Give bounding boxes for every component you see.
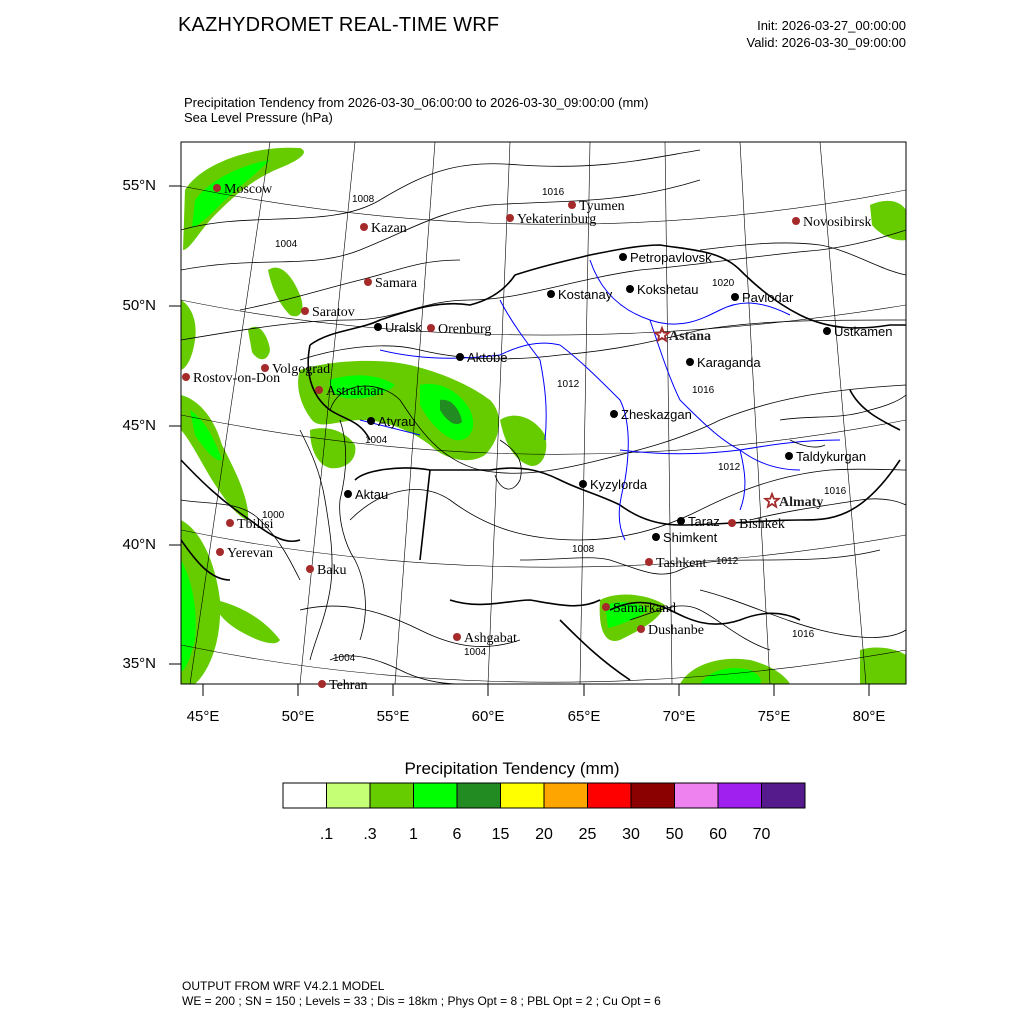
city-zheskazgan — [610, 407, 692, 422]
city-novosibirsk — [792, 215, 871, 230]
city-dot-icon — [626, 285, 634, 293]
colorbar-label: 6 — [452, 826, 462, 843]
valid-time: Valid: 2026-03-30_09:00:00 — [746, 35, 906, 50]
city-karaganda — [686, 355, 761, 370]
precip-area-far-east — [860, 648, 906, 684]
model-info-line: OUTPUT FROM WRF V4.2.1 MODEL — [182, 979, 385, 993]
isobar-label: 1016 — [692, 385, 715, 396]
city-label: Dushanbe — [648, 623, 704, 638]
city-label: Aktobe — [467, 350, 508, 365]
city-dot-icon — [823, 327, 831, 335]
isobar-label: 1020 — [712, 278, 735, 289]
colorbar-swatch — [631, 783, 675, 808]
city-dot-icon — [226, 519, 234, 527]
isobar-label: 1008 — [352, 194, 375, 205]
colorbar-swatch — [414, 783, 458, 808]
colorbar-swatch — [457, 783, 501, 808]
colorbar-swatch — [370, 783, 414, 808]
city-samarkand — [602, 601, 676, 616]
city-astrakhan — [315, 384, 384, 399]
city-petropavlovsk — [619, 250, 712, 265]
city-dot-icon — [579, 480, 587, 488]
city-label: Almaty — [779, 495, 824, 510]
city-label: Samarkand — [613, 601, 676, 616]
city-dot-icon — [344, 490, 352, 498]
city-dot-icon — [731, 293, 739, 301]
city-label: Atyrau — [378, 414, 416, 429]
colorbar-label: .3 — [363, 826, 377, 843]
isobar-label: 1016 — [792, 629, 815, 640]
city-label: Yerevan — [227, 546, 274, 561]
field-subtitle-pressure: Sea Level Pressure (hPa) — [184, 110, 333, 125]
city-label: Rostov-on-Don — [193, 371, 281, 386]
colorbar-label: 20 — [535, 826, 553, 843]
city-label: Bishkek — [739, 517, 785, 532]
colorbar-swatch — [544, 783, 588, 808]
model-settings-line: WE = 200 ; SN = 150 ; Levels = 33 ; Dis = 18km ; Phys Opt = 8 ; PBL Opt = 2 ; Cu Opt = 6 — [182, 994, 661, 1008]
city-dot-icon — [602, 603, 610, 611]
city-dot-icon — [619, 253, 627, 261]
city-dot-icon — [360, 223, 368, 231]
city-rostov-on-don — [182, 371, 280, 386]
city-dot-icon — [213, 184, 221, 192]
colorbar-label: 50 — [665, 826, 684, 843]
colorbar-label: 25 — [578, 826, 597, 843]
city-dot-icon — [453, 633, 461, 641]
isobar-label: 1016 — [824, 486, 847, 497]
city-label: Zheskazgan — [621, 407, 692, 422]
city-dot-icon — [427, 324, 435, 332]
city-label: Astana — [669, 329, 712, 344]
city-dot-icon — [610, 410, 618, 418]
city-label: Ashgabat — [464, 631, 517, 646]
lat-tick-label: 50°N — [122, 297, 156, 314]
city-dot-icon — [306, 565, 314, 573]
city-label: Uralsk — [385, 320, 422, 335]
lon-tick-label: 65°E — [567, 708, 601, 725]
colorbar-label: 60 — [709, 826, 727, 843]
isobar-label: 1004 — [333, 653, 356, 664]
city-dot-icon — [547, 290, 555, 298]
city-label: Tyumen — [579, 199, 625, 214]
lon-tick-label: 45°E — [186, 708, 220, 725]
city-label: Kazan — [371, 221, 407, 236]
lon-tick-label: 75°E — [757, 708, 791, 725]
city-label: Pavlodar — [742, 290, 794, 305]
city-yekaterinburg — [506, 212, 596, 227]
lat-tick-label: 45°N — [122, 417, 156, 434]
city-label: Saratov — [312, 305, 355, 320]
city-dot-icon — [568, 201, 576, 209]
city-label: Baku — [317, 563, 347, 578]
colorbar-swatch — [675, 783, 719, 808]
lon-tick-label: 55°E — [376, 708, 410, 725]
city-label: Tbilisi — [237, 517, 274, 532]
isobar-label: 1004 — [275, 239, 298, 250]
city-dot-icon — [318, 680, 326, 688]
colorbar-swatch — [762, 783, 806, 808]
colorbar-title: Precipitation Tendency (mm) — [404, 759, 620, 778]
isobar-label: 1012 — [716, 556, 739, 567]
city-label: Ustkamen — [834, 324, 893, 339]
field-subtitle-precip: Precipitation Tendency from 2026-03-30_06:00:00 to 2026-03-30_09:00:00 (mm) — [184, 95, 649, 110]
city-dot-icon — [374, 323, 382, 331]
city-dot-icon — [216, 548, 224, 556]
city-label: Kyzylorda — [590, 477, 648, 492]
city-label: Yekaterinburg — [517, 212, 597, 227]
city-ustkamen — [823, 324, 893, 339]
city-label: Taldykurgan — [796, 449, 867, 464]
lon-tick-label: 80°E — [852, 708, 886, 725]
colorbar-label: .1 — [319, 826, 334, 843]
lon-tick-label: 60°E — [471, 708, 505, 725]
lat-tick-label: 35°N — [122, 655, 156, 672]
isobar-label: 1000 — [262, 510, 285, 521]
city-label: Tashkent — [656, 556, 707, 571]
city-label: Tehran — [329, 678, 368, 693]
colorbar — [282, 782, 806, 810]
city-label: Orenburg — [438, 322, 492, 337]
city-label: Petropavlovsk — [630, 250, 712, 265]
colorbar-swatch — [327, 783, 371, 808]
city-dot-icon — [686, 358, 694, 366]
city-dot-icon — [645, 558, 653, 566]
city-taldykurgan — [785, 449, 866, 464]
colorbar-label: 15 — [491, 826, 510, 843]
city-label: Kokshetau — [637, 282, 699, 297]
city-label: Moscow — [224, 182, 273, 197]
city-dot-icon — [182, 373, 190, 381]
city-dot-icon — [456, 353, 464, 361]
lon-tick-label: 50°E — [281, 708, 315, 725]
city-dot-icon — [785, 452, 793, 460]
colorbar-swatch — [283, 783, 327, 808]
isobar-label: 1004 — [464, 647, 487, 658]
city-kokshetau — [626, 282, 698, 297]
city-dushanbe — [637, 623, 704, 638]
city-dot-icon — [652, 533, 660, 541]
isobar-label: 1016 — [542, 187, 565, 198]
map-title: KAZHYDROMET REAL-TIME WRF — [178, 14, 500, 36]
city-label: Novosibirsk — [803, 215, 872, 230]
isobar-label: 1012 — [557, 379, 580, 390]
colorbar-label: 70 — [752, 826, 771, 843]
city-dot-icon — [792, 217, 800, 225]
city-dot-icon — [301, 307, 309, 315]
city-dot-icon — [364, 278, 372, 286]
city-label: Shimkent — [663, 530, 718, 545]
city-label: Kostanay — [558, 287, 613, 302]
city-label: Taraz — [688, 514, 720, 529]
isobar-label: 1008 — [572, 544, 595, 555]
isobar-label: 1012 — [718, 462, 741, 473]
colorbar-swatch — [588, 783, 632, 808]
city-kyzylorda — [579, 477, 648, 492]
city-dot-icon — [637, 625, 645, 633]
city-dot-icon — [506, 214, 514, 222]
city-label: Astrakhan — [326, 384, 384, 399]
init-time: Init: 2026-03-27_00:00:00 — [757, 18, 906, 33]
colorbar-swatch — [718, 783, 762, 808]
lat-tick-label: 55°N — [122, 177, 156, 194]
lat-tick-label: 40°N — [122, 536, 156, 553]
city-label: Aktau — [355, 487, 389, 502]
city-label: Karaganda — [697, 355, 761, 370]
city-dot-icon — [728, 519, 736, 527]
colorbar-swatch — [501, 783, 545, 808]
city-dot-icon — [315, 386, 323, 394]
city-label: Volgograd — [272, 362, 331, 377]
city-dot-icon — [367, 417, 375, 425]
city-label: Samara — [375, 276, 417, 291]
city-dot-icon — [677, 517, 685, 525]
isobar-label: 1004 — [365, 435, 388, 446]
colorbar-label: 30 — [622, 826, 640, 843]
colorbar-label: 1 — [409, 826, 418, 843]
lon-tick-label: 70°E — [662, 708, 696, 725]
